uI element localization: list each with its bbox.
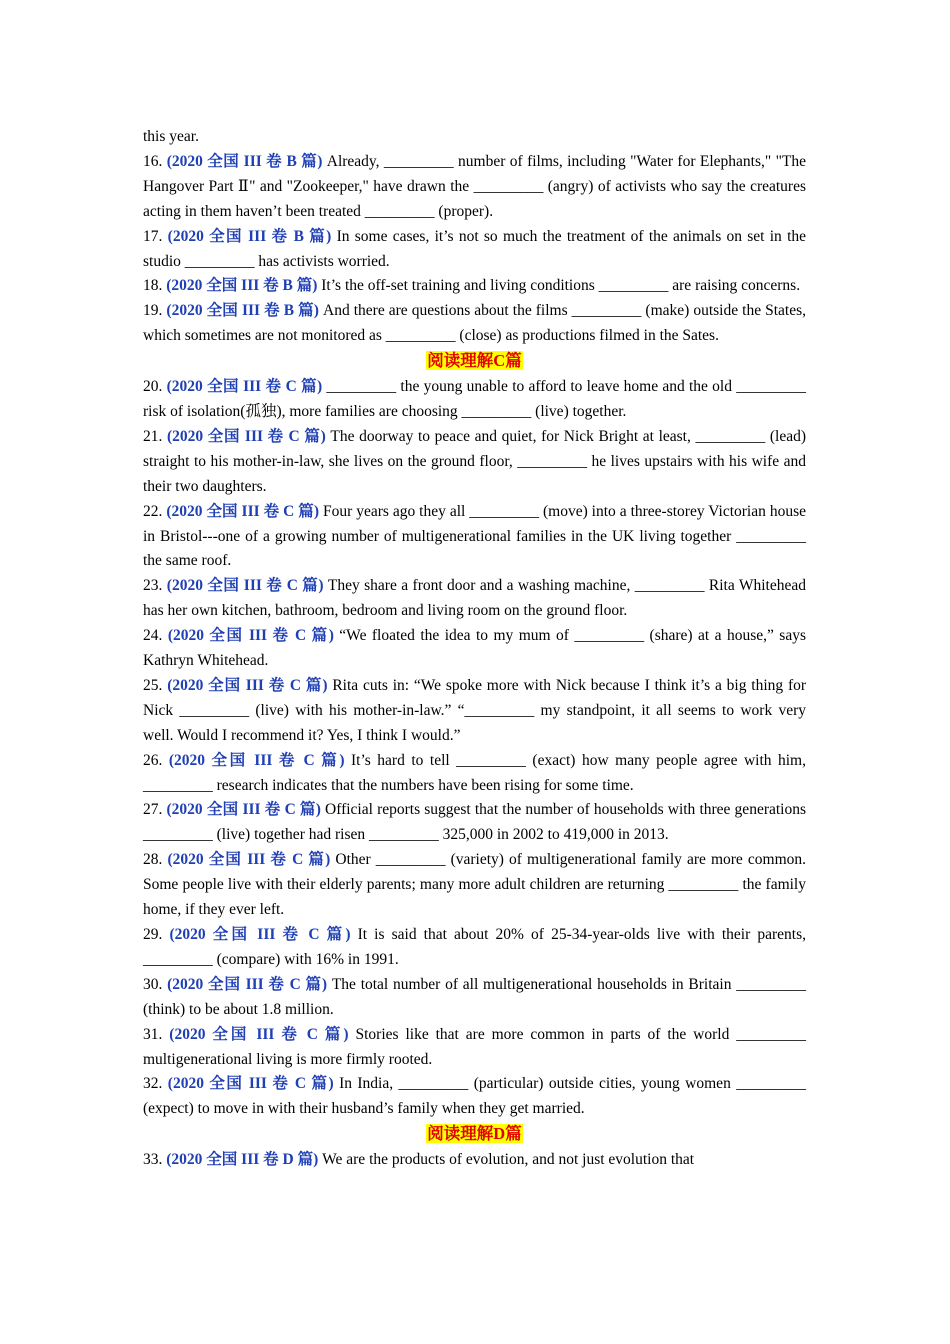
question-23 [143,574,806,624]
question-text: The doorway to peace and quiet, for Nick Bright at least, _________ (lead) straight to his mother-in-law, she lives on the ground floor, _________ he lives upstairs with his wife and their two daughters. [143,427,807,495]
question-text: Already, _________ number of films, including "Water for Elephants," "The Hangover Part Ⅱ" and "Zookeeper," have drawn the _________ (angry) of activists who say the creatures acting in them haven’t been treated _________ (proper). [143,152,806,220]
question-number: 23. [143,577,163,595]
question-16 [143,150,806,225]
question-source: (2020 全国 III 卷 C 篇) [167,851,331,869]
question-source: (2020 全国 III 卷 B 篇) [166,152,323,170]
question-19 [143,299,806,349]
question-number: 19. [143,302,163,320]
question-27 [143,798,806,848]
question-source: (2020 全国 III 卷 C 篇) [169,926,351,943]
question-text: In some cases, it’s not so much the treatment of the animals on set in the studio _________ has activists worried. [143,227,807,270]
question-text: _________ the young unable to afford to leave home and the old _________ risk of isolation(孤独), more families are choosing _________ (live) together. [143,378,806,420]
question-source: (2020 全国 III 卷 C 篇) [167,427,326,445]
question-number: 16. [143,152,163,170]
section-heading-d: 阅读理解D篇 [427,1124,522,1144]
question-number: 29. [143,926,163,943]
question-text: We are the products of evolution, and not just evolution that [318,1151,695,1169]
question-29 [143,923,806,973]
question-source: (2020 全国 III 卷 C 篇) [167,676,328,694]
question-source: (2020 全国 III 卷 D 篇) [166,1151,319,1169]
question-text: Stories like that are more common in parts of the world _________ multigenerational living is more firmly rooted. [143,1025,807,1068]
question-number: 26. [143,751,163,769]
question-number: 20. [143,378,163,396]
question-21 [143,425,806,500]
question-number: 17. [143,227,163,245]
question-28 [143,848,806,923]
question-number: 33. [143,1151,163,1169]
question-number: 24. [143,627,163,645]
question-source: (2020 全国 III 卷 C 篇) [169,1025,349,1043]
question-number: 27. [143,801,163,819]
question-18 [143,274,806,299]
question-source: (2020 全国 III 卷 B 篇) [167,227,332,245]
question-source: (2020 全国 III 卷 C 篇) [167,975,328,993]
question-17 [143,225,806,275]
question-source: (2020 全国 III 卷 C 篇) [166,378,323,396]
question-text: It’s the off-set training and living conditions _________ are raising concerns. [317,277,801,295]
question-33 [143,1148,806,1173]
question-26 [143,749,806,799]
question-source: (2020 全国 III 卷 B 篇) [166,302,319,320]
question-24 [143,624,806,674]
section-heading-c: 阅读理解C篇 [427,351,522,371]
question-22 [143,500,806,575]
question-text: Four years ago they all _________ (move) into a three-storey Victorian house in Bristol---one of a growing number of multigenerational families in the UK living together _________ the same roof. [143,502,806,570]
question-32 [143,1072,806,1122]
question-text: “We floated the idea to my mum of _________ (share) at a house,” says Kathryn Whitehead. [143,627,806,670]
question-20 [143,375,806,425]
question-source: (2020 全国 III 卷 C 篇) [166,801,321,819]
question-number: 28. [143,851,163,869]
question-text: In India, _________ (particular) outside cities, young women _________ (expect) to move in with their husband’s family when they get married. [143,1075,806,1118]
question-number: 25. [143,676,163,694]
question-31 [143,1023,806,1073]
question-text: Official reports suggest that the number of households with three generations _________ (live) together had risen _________ 325,000 in 2002 to 419,000 in 2013. [143,801,807,844]
question-text: The total number of all multigenerational households in Britain _________ (think) to be about 1.8 million. [143,975,806,1018]
question-text: Other _________ (variety) of multigenerational family are more common. Some people live with their elderly parents; many more adult children are returning _________ the family home, if they ever left. [143,851,807,919]
question-source: (2020 全国 III 卷 C 篇) [166,502,320,520]
question-source: (2020 全国 III 卷 C 篇) [167,1075,334,1093]
question-number: 30. [143,975,163,993]
question-number: 21. [143,427,163,445]
question-text: It is said that about 20% of 25-34-year-olds live with their parents, _________ (compare) with 16% in 1991. [143,926,806,968]
question-text: It’s hard to tell _________ (exact) how many people agree with him, _________ research indicates that the numbers have been rising for some time. [143,751,806,794]
document-page [143,125,806,1173]
question-source: (2020 全国 III 卷 C 篇) [166,577,324,595]
question-number: 32. [143,1075,163,1093]
question-source: (2020 全国 III 卷 C 篇) [168,751,345,769]
question-source: (2020 全国 III 卷 B 篇) [166,277,318,295]
question-number: 22. [143,502,163,520]
question-text: Rita cuts in: “We spoke more with Nick because I think it’s a big thing for Nick _________ (live) with his mother-in-law.” “_________ my standpoint, it all seems to work very well. Would I recommend it? Yes, I think I would.” [143,676,807,744]
question-25 [143,674,806,749]
question-number: 18. [143,277,163,295]
continuation-line: this year. [143,128,199,145]
question-text: They share a front door and a washing machine, _________ Rita Whitehead has her own kitchen, bathroom, bedroom and living room on the ground floor. [143,577,806,620]
question-source: (2020 全国 III 卷 C 篇) [167,627,334,645]
question-text: And there are questions about the films _________ (make) outside the States, which sometimes are not monitored as _________ (close) as productions filmed in the Sates. [143,302,807,345]
question-number: 31. [143,1025,163,1043]
question-30 [143,973,806,1023]
